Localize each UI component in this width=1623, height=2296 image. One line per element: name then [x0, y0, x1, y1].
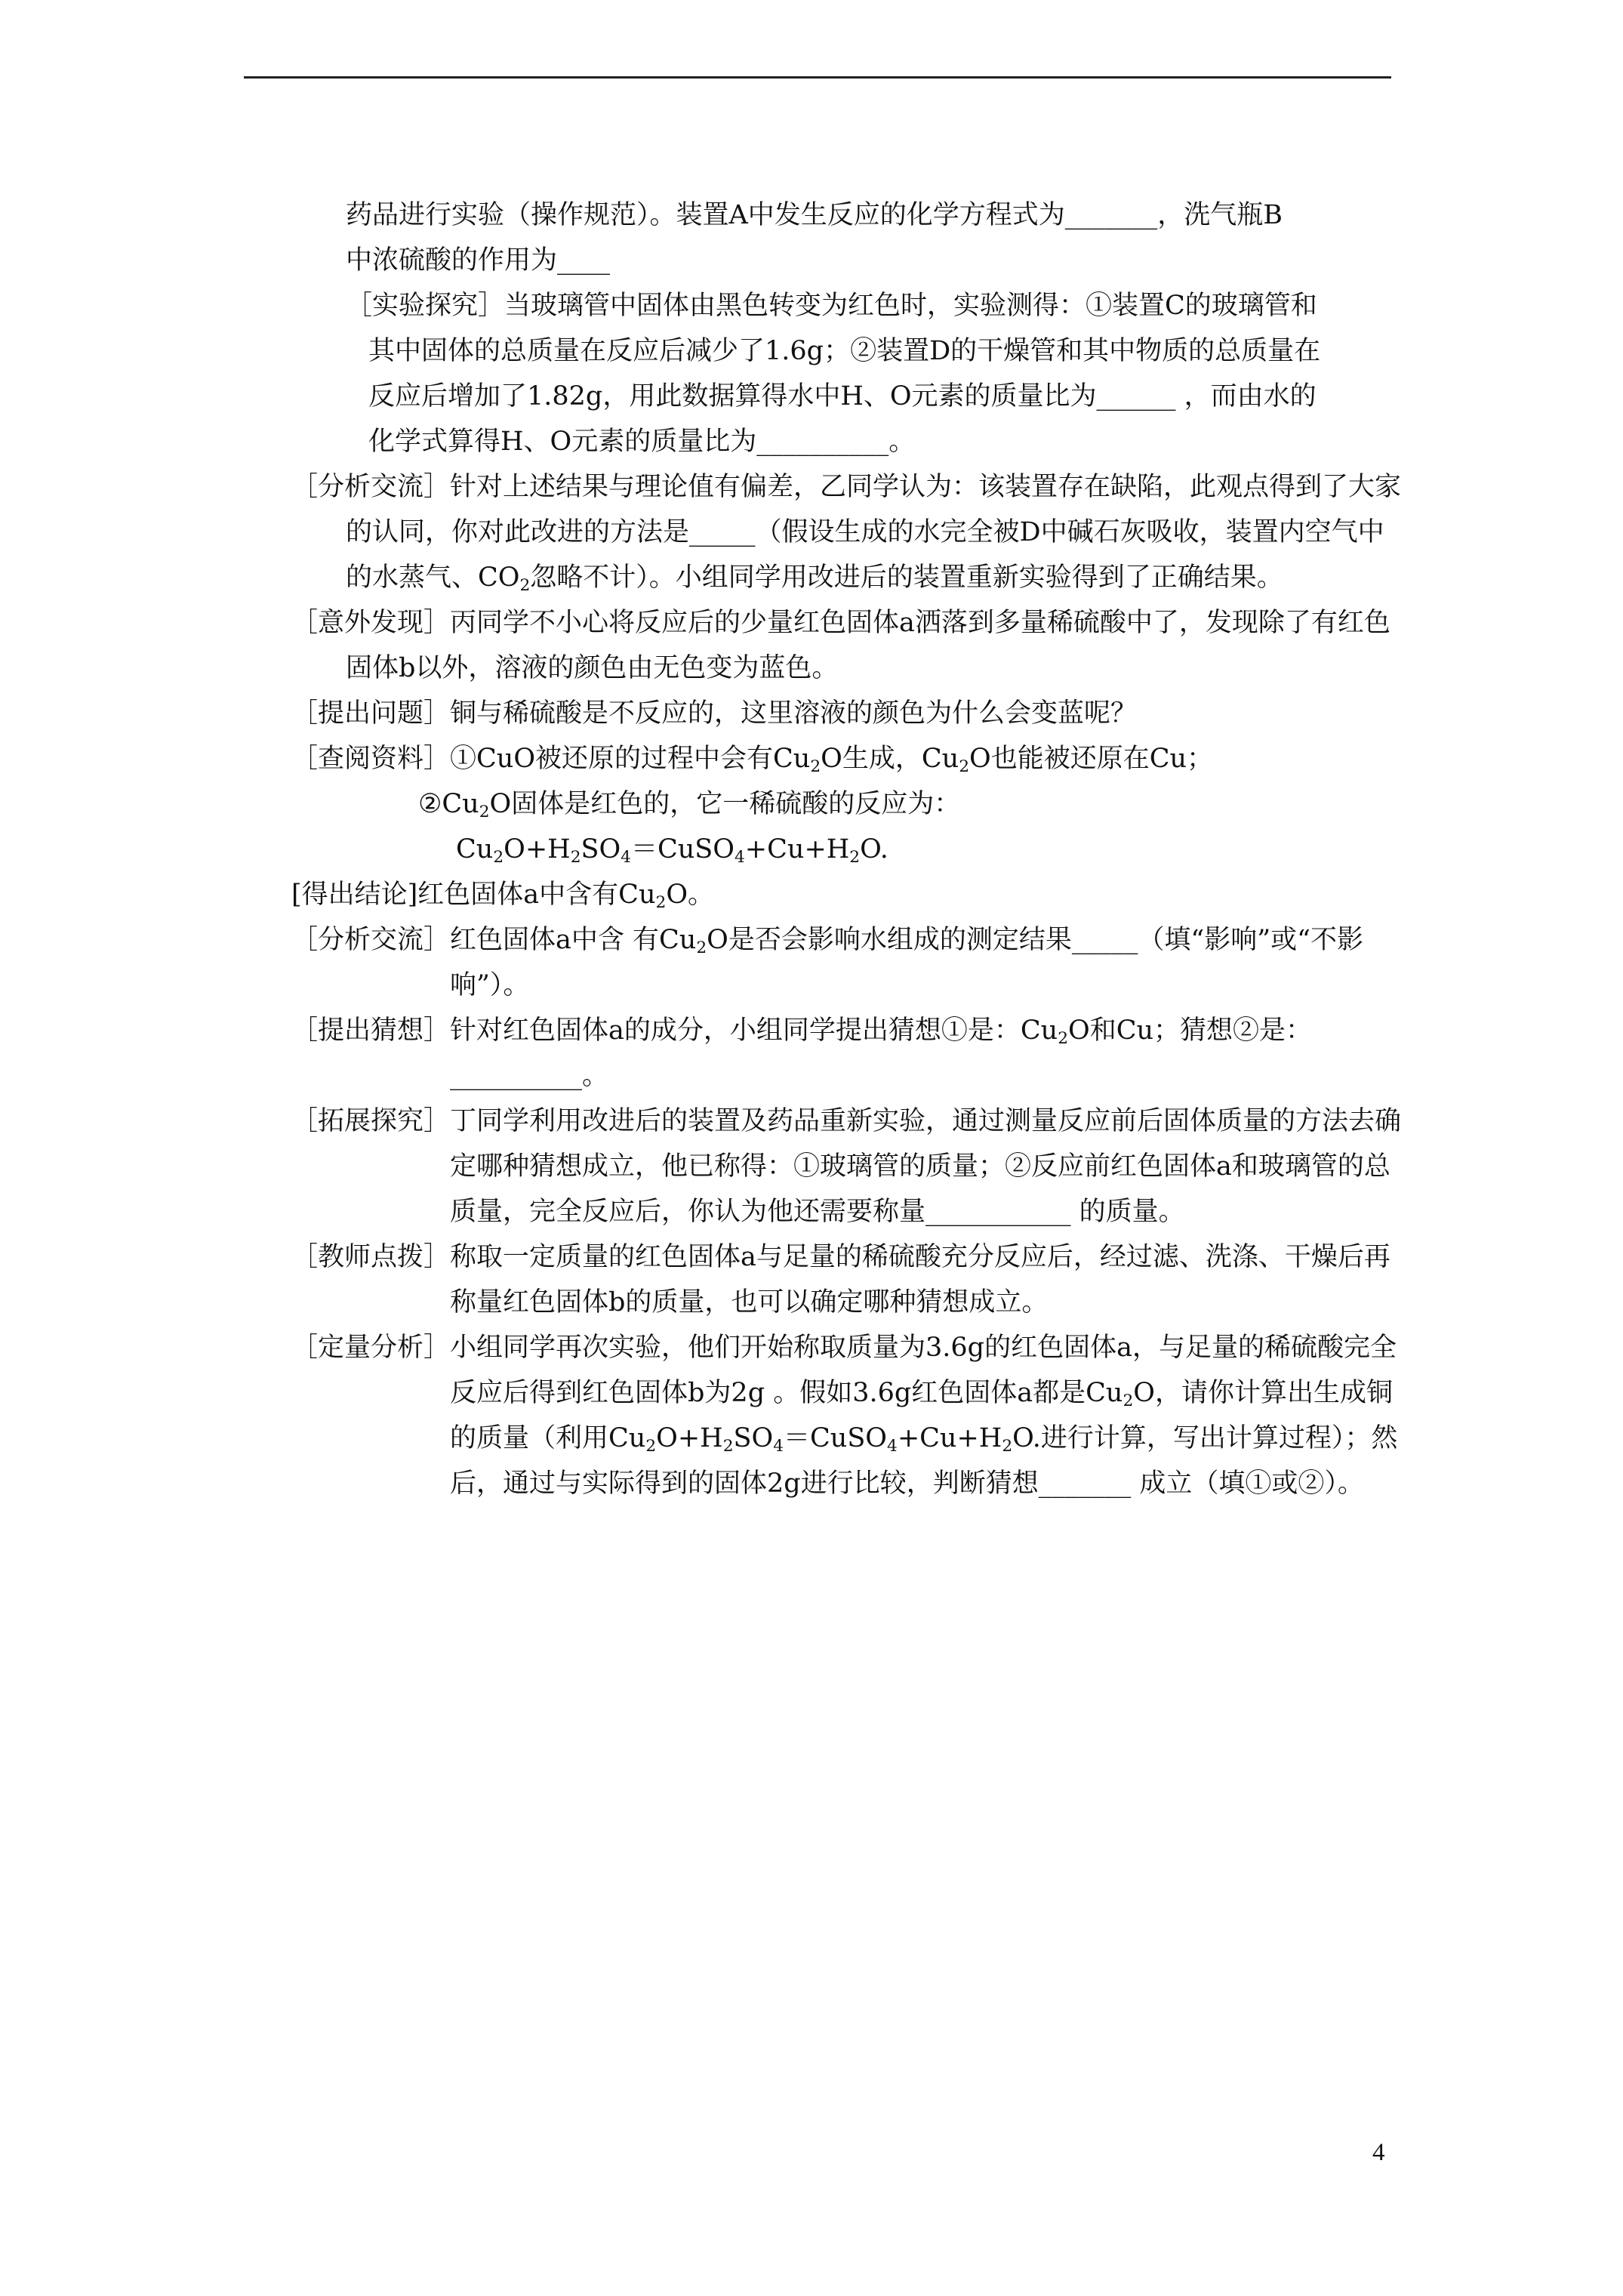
question-paragraph: ［提出问题］铜与稀硫酸是不反应的，这里溶液的颜色为什么会变蓝呢？: [291, 698, 1138, 729]
paragraph-line: 药品进行实验（操作规范）。装置A中发生反应的化学方程式为_______，洗气瓶B 中浓硫酸的作用为____: [346, 200, 1283, 276]
quant-paragraph: ［定量分析］ 小组同学再次实验，他们开始称取质量为3.6g的红色固体a，与足量的稀硫酸完全反应后得到红色固体b为2g 。假如3.6g红色固体a都是$Cu_2O$，请你计算出生成铜的质量（利用$Cu_2O+H_2SO_4=CuSO_4+Cu+H_2O$.进行计算，写出计算过程）；然后，通过与实际得到的固体2g进行比较，判断猜想_______ 成立（填①或②）。: [291, 1333, 1398, 1499]
explore-paragraph: ［拓展探究］ 丁同学利用改进后的装置及药品重新实验，通过测量反应前后固体质量的方法去确定哪种猜想成立，他已称得：①玻璃管的质量；②反应前红色固体a和玻璃管的总质量，完全反应后，你认为他还需要称量___________ 的质量。: [291, 1106, 1402, 1227]
reaction-equation: $Cu_2O+H_2SO_4=CuSO_4+Cu+H_2O$.: [456, 834, 888, 868]
analysis-paragraph: ［分析交流］针对上述结果与理论值有偏差，乙同学认为：该装置存在缺陷，此观点得到了大家的认同，你对此改进的方法是_____（假设生成的水完全被D中碱石灰吸收，装置内空气中的水蒸气、$CO_2$忽略不计）。小组同学用改进后的装置重新实验得到了正确结果。: [291, 472, 1402, 596]
reference-item-2: $②Cu_2O$固体是红色的，它一稀硫酸的反应为：: [418, 789, 961, 822]
guess-paragraph: ［提出猜想］ 针对红色固体a的成分，小组同学提出猜想①是：$Cu_2O$和Cu；猜想②是： __________。: [291, 1015, 1313, 1091]
experiment-paragraph: ［实验探究］当玻璃管中固体由黑色转变为红色时，实验测得：①装置C的玻璃管和 其中固体的总质量在反应后减少了1.6g；②装置D的干燥管和其中物质的总质量在 反应后增加了1.82g，用此数据算得水中H、O元素的质量比为______ ，而由水的 化学式算得H、O元素的质量比为__________。: [346, 291, 1321, 457]
teacher-paragraph: ［教师点拨］ 称取一定质量的红色固体a与足量的稀硫酸充分反应后，经过滤、洗涤、干燥后再称量红色固体b的质量，也可以确定哪种猜想成立。: [291, 1242, 1390, 1318]
document-body: [291, 193, 1409, 1506]
header-rule: [244, 76, 1391, 79]
conclusion-paragraph: [得出结论]红色固体a中含有$Cu_2O$。: [291, 880, 715, 913]
page-number: 4: [1372, 2139, 1385, 2166]
analysis2-paragraph: ［分析交流］ 红色固体a中含 有$Cu_2O$是否会影响水组成的测定结果_____（填“影响”或“不影响”）。: [291, 925, 1364, 1000]
discovery-paragraph: ［意外发现］丙同学不小心将反应后的少量红色固体a洒落到多量稀硫酸中了，发现除了有红色固体b以外，溶液的颜色由无色变为蓝色。: [291, 608, 1390, 683]
reference-paragraph: ［查阅资料］①CuO被还原的过程中会有$Cu_2O$生成，$Cu_2O$也能被还原在Cu；: [291, 744, 1214, 777]
